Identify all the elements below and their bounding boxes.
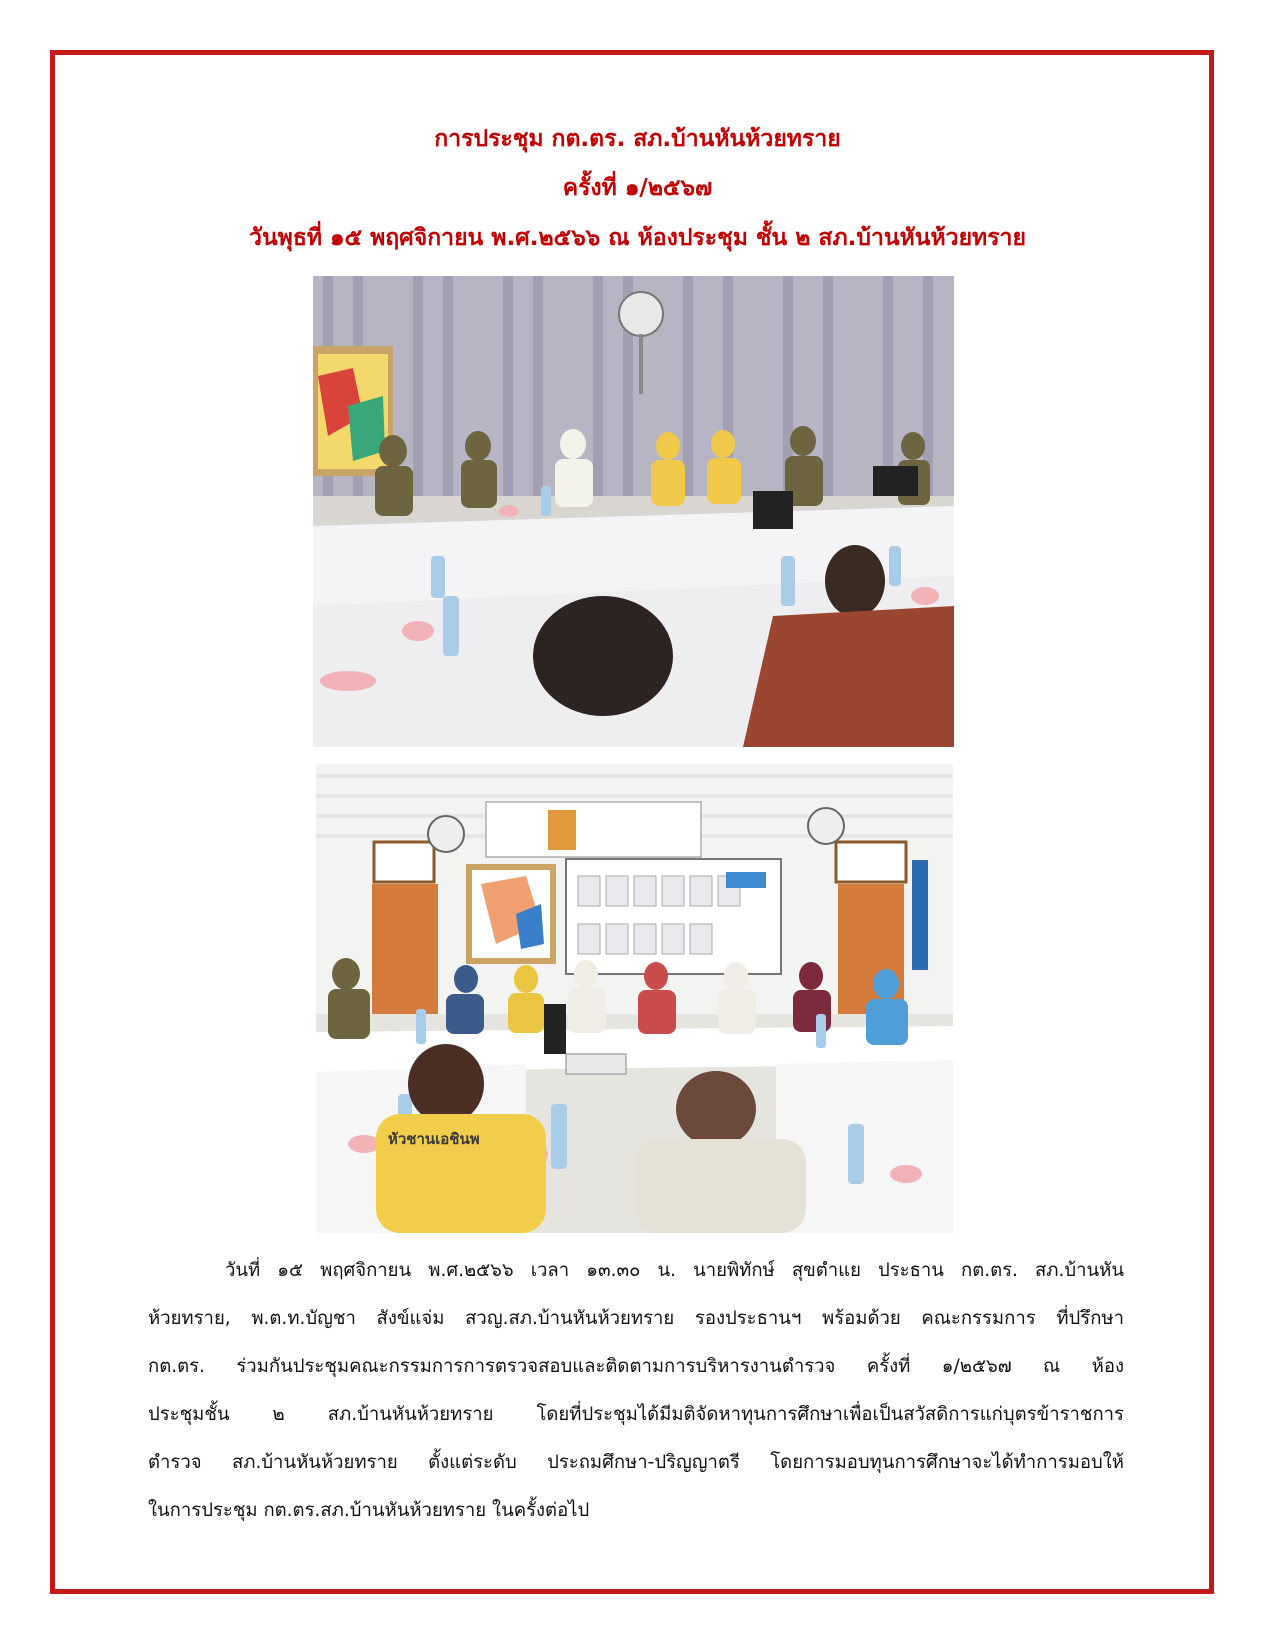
summary-line-4: ประชุมชั้น ๒ สภ.บ้านหันห้วยทราย โดยที่ประชุมได้มีมติจัดหาทุนการศึกษาเพื่อเป็นสวัสดิการแก่บุตรข้าราชการ: [148, 1404, 1124, 1425]
summary-line-6: ในการประชุม กต.ตร.สภ.บ้านหันห้วยทราย ในครั้งต่อไป: [148, 1500, 590, 1521]
summary-line-1: วันที่ ๑๕ พฤศจิกายน พ.ศ.๒๕๖๖ เวลา ๑๓.๓๐ น. นายพิทักษ์ สุขตำแย ประธาน กต.ตร. สภ.บ้านหัน: [225, 1260, 1124, 1281]
meeting-photo-top: [313, 276, 954, 747]
summary-line-3: กต.ตร. ร่วมกันประชุมคณะกรรมการการตรวจสอบและติดตามการบริหารงานตำรวจ ครั้งที่ ๑/๒๕๖๗ ณ ห้อง: [148, 1356, 1124, 1377]
bottom-photo-shirt-text: หัวชานเอชินพ: [388, 1130, 480, 1148]
page-title: การประชุม กต.ตร. สภ.บ้านหันห้วยทราย: [434, 126, 841, 152]
summary-line-2: ห้วยทราย, พ.ต.ท.บัญชา สังข์แจ่ม สวญ.สภ.บ้านหันห้วยทราย รองประธานฯ พร้อมด้วย คณะกรรมการ ที่ปรึกษา: [148, 1308, 1124, 1329]
meeting-number: ครั้งที่ ๑/๒๕๖๗: [562, 175, 713, 201]
summary-line-5: ตำรวจ สภ.บ้านหันห้วยทราย ตั้งแต่ระดับ ประถมศึกษา-ปริญญาตรี โดยการมอบทุนการศึกษาจะได้ทำการมอบให้: [148, 1452, 1124, 1473]
meeting-photo-bottom: [316, 764, 953, 1233]
meeting-date-venue: วันพุธที่ ๑๕ พฤศจิกายน พ.ศ.๒๕๖๖ ณ ห้องประชุม ชั้น ๒ สภ.บ้านหันห้วยทราย: [249, 225, 1026, 251]
meeting-summary-paragraph: [148, 1247, 1124, 1535]
